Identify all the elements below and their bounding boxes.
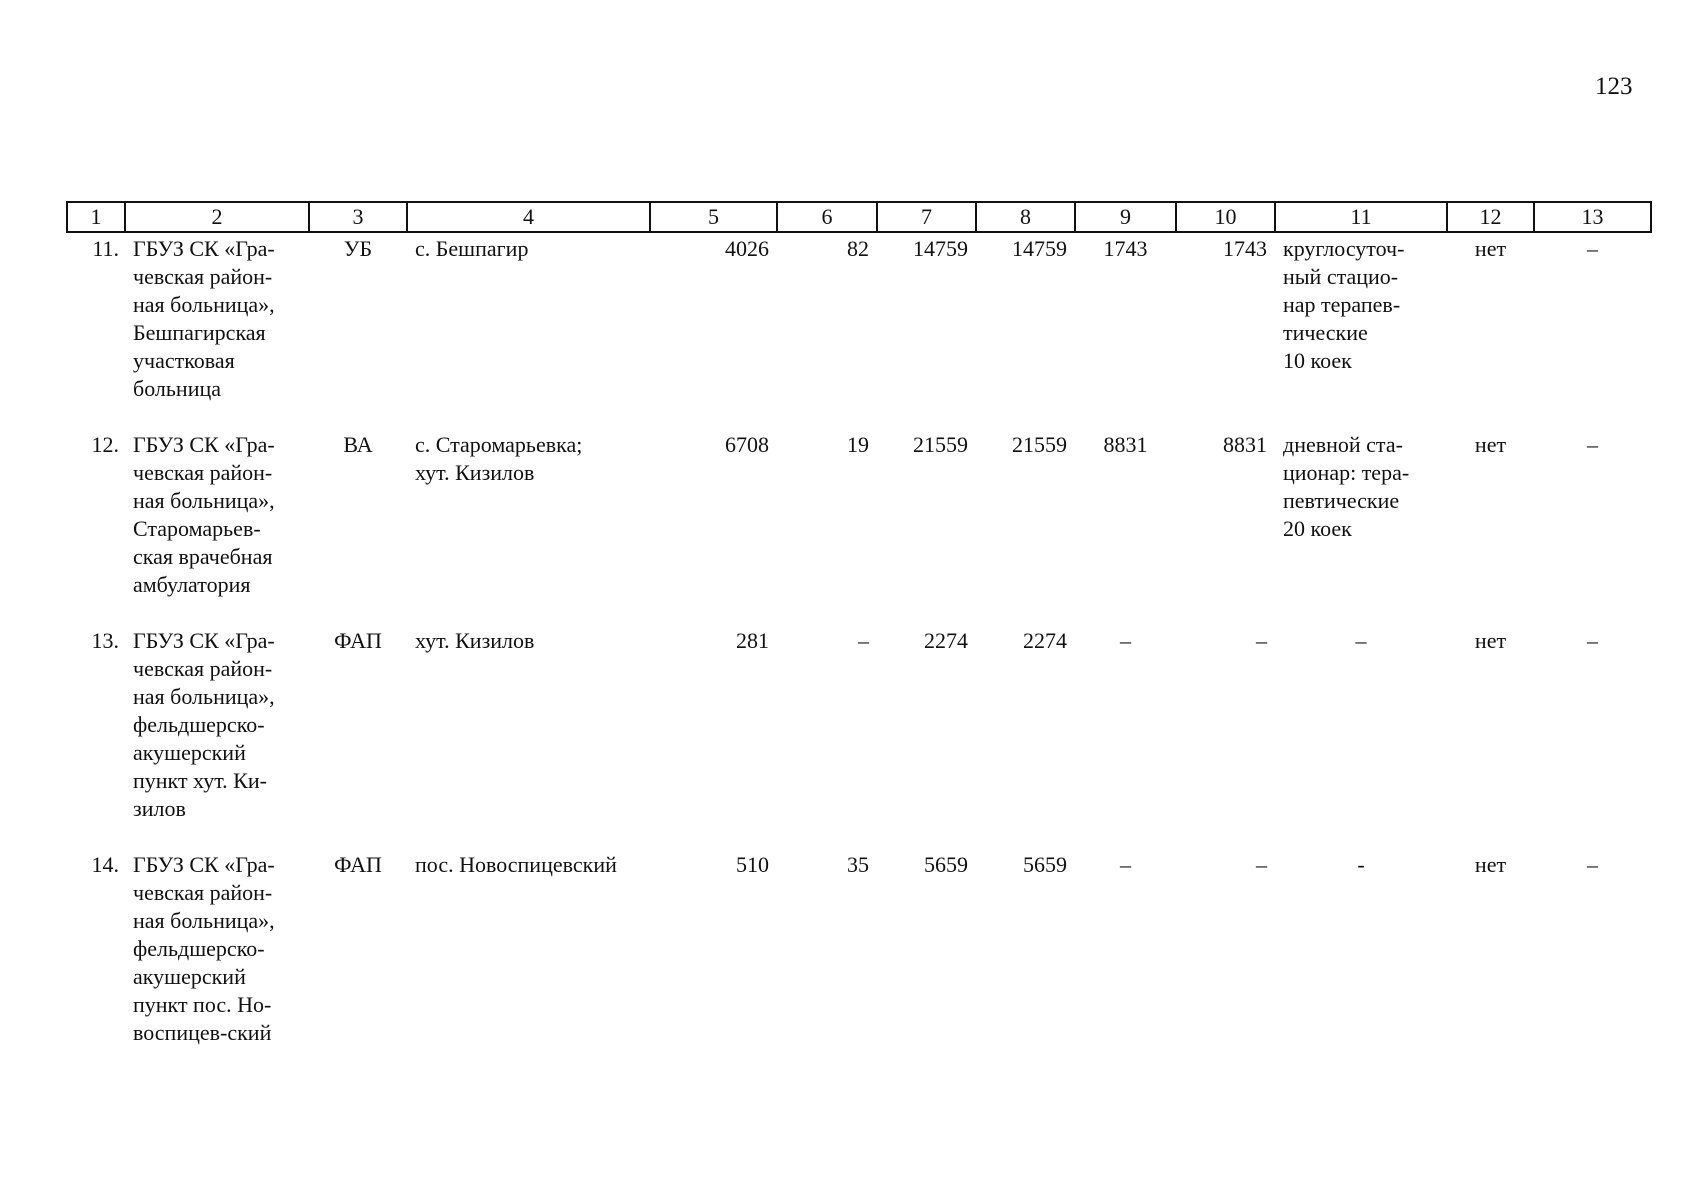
facility-name-line: чевская район- (133, 656, 273, 681)
facility-location-line: хут. Кизилов (415, 628, 535, 653)
facility-name-line: ская врачебная (133, 544, 273, 569)
facility-name-line: Бешпагирская (133, 320, 266, 345)
facility-name (125, 232, 309, 429)
table-row (67, 232, 1651, 429)
col-5-value: 281 (736, 628, 769, 653)
facility-type: УБ (343, 236, 373, 261)
header-cell: 13 (1534, 202, 1651, 232)
facility-type: ФАП (334, 852, 382, 877)
facility-name (125, 429, 309, 625)
col-12-value: нет (1474, 852, 1507, 877)
row-number: 14. (91, 852, 119, 877)
facility-name-line: пункт пос. Но- (133, 992, 272, 1017)
row-number: 13. (91, 628, 119, 653)
col-10-value: 8831 (1223, 432, 1267, 457)
col-11-description-line: круглосуточ- (1283, 236, 1405, 261)
header-cell: 10 (1176, 202, 1275, 232)
facility-name-line: чевская район- (133, 264, 273, 289)
facility-location-line: хут. Кизилов (415, 460, 535, 485)
col-6-value: 82 (847, 236, 869, 261)
col-7-value: 5659 (924, 852, 968, 877)
facility-name-line: фельдшерско- (133, 936, 265, 961)
header-cell: 7 (877, 202, 976, 232)
facility-name (125, 625, 309, 849)
facility-name-line: акушерский (133, 740, 246, 765)
table-body (67, 232, 1651, 1073)
col-11-description-line: певтические (1283, 488, 1400, 513)
facility-name-line: ГБУЗ СК «Гра- (133, 236, 275, 261)
row-number: 11. (92, 236, 119, 261)
facility-name-line: ГБУЗ СК «Гра- (133, 628, 275, 653)
facility-name-line: пункт хут. Ки- (133, 768, 267, 793)
col-13-value: – (1587, 852, 1598, 877)
facility-name-line: акушерский (133, 964, 246, 989)
facility-location-line: пос. Новоспицевский (415, 852, 617, 877)
col-10-value: – (1256, 852, 1267, 877)
header-cell: 12 (1447, 202, 1534, 232)
col-8-value: 14759 (1012, 236, 1067, 261)
header-cell: 1 (67, 202, 125, 232)
col-11-description-line: ный стацио- (1283, 264, 1399, 289)
table-row (67, 625, 1651, 849)
facility-name-line: чевская район- (133, 460, 273, 485)
col-11-description-line: - (1357, 852, 1365, 877)
facility-name-line: ГБУЗ СК «Гра- (133, 432, 275, 457)
header-cell: 6 (777, 202, 877, 232)
col-13-value: – (1587, 628, 1598, 653)
col-11-description-line: тические (1283, 320, 1368, 345)
facility-location (407, 232, 650, 429)
col-8-value: 2274 (1023, 628, 1067, 653)
col-10-value: 1743 (1223, 236, 1267, 261)
facility-type: ФАП (334, 628, 382, 653)
facility-name-line: ГБУЗ СК «Гра- (133, 852, 275, 877)
header-cell: 11 (1275, 202, 1447, 232)
header-cell: 5 (650, 202, 777, 232)
col-11-description-line: ционар: тера- (1283, 460, 1410, 485)
col-11-description (1275, 429, 1447, 625)
header-cell: 2 (125, 202, 309, 232)
table-row (67, 849, 1651, 1073)
col-7-value: 14759 (913, 236, 968, 261)
col-11-description-line: 10 коек (1283, 348, 1352, 373)
col-12-value: нет (1474, 628, 1507, 653)
col-13-value: – (1587, 432, 1598, 457)
col-11-description (1275, 625, 1447, 849)
facility-name-line: чевская район- (133, 880, 273, 905)
facility-location (407, 429, 650, 625)
col-11-description-line: 20 коек (1283, 516, 1352, 541)
col-9-value: – (1120, 628, 1131, 653)
col-10-value: – (1256, 628, 1267, 653)
header-cell: 3 (309, 202, 407, 232)
facility-name-line: больница (133, 376, 221, 401)
col-5-value: 4026 (725, 236, 769, 261)
col-8-value: 5659 (1023, 852, 1067, 877)
facility-name-line: воспицев-ский (133, 1020, 272, 1045)
col-11-description (1275, 849, 1447, 1073)
col-12-value: нет (1474, 432, 1507, 457)
facility-location (407, 625, 650, 849)
facility-location (407, 849, 650, 1073)
page-number: 123 (1595, 73, 1633, 100)
col-6-value: – (858, 628, 869, 653)
col-6-value: 19 (847, 432, 869, 457)
facilities-table (66, 201, 1652, 1073)
facility-name-line: амбулатория (133, 572, 251, 597)
facility-name (125, 849, 309, 1073)
facility-name-line: ная больница», (133, 908, 275, 933)
col-11-description-line: нар терапев- (1283, 292, 1401, 317)
row-number: 12. (91, 432, 119, 457)
col-11-description (1275, 232, 1447, 429)
col-13-value: – (1587, 236, 1598, 261)
facility-name-line: участковая (133, 348, 235, 373)
facility-name-line: ная больница», (133, 292, 275, 317)
col-5-value: 510 (736, 852, 769, 877)
col-7-value: 2274 (924, 628, 968, 653)
facility-name-line: зилов (133, 796, 186, 821)
facility-name-line: ная больница», (133, 684, 275, 709)
header-row (67, 202, 1651, 232)
col-8-value: 21559 (1012, 432, 1067, 457)
col-9-value: – (1120, 852, 1131, 877)
col-11-description-line: дневной ста- (1283, 432, 1403, 457)
facility-type: ВА (343, 432, 373, 457)
facility-location-line: с. Старомарьевка; (415, 432, 583, 457)
col-6-value: 35 (847, 852, 869, 877)
col-9-value: 1743 (1103, 236, 1148, 261)
facility-name-line: Старомарьев- (133, 516, 261, 541)
header-cell: 8 (976, 202, 1075, 232)
col-9-value: 8831 (1103, 432, 1148, 457)
col-12-value: нет (1474, 236, 1507, 261)
facility-name-line: ная больница», (133, 488, 275, 513)
facility-location-line: с. Бешпагир (415, 236, 529, 261)
col-7-value: 21559 (913, 432, 968, 457)
header-cell: 4 (407, 202, 650, 232)
facility-name-line: фельдшерско- (133, 712, 265, 737)
table-row (67, 429, 1651, 625)
col-11-description-line: – (1355, 628, 1367, 653)
header-cell: 9 (1075, 202, 1176, 232)
col-5-value: 6708 (725, 432, 769, 457)
